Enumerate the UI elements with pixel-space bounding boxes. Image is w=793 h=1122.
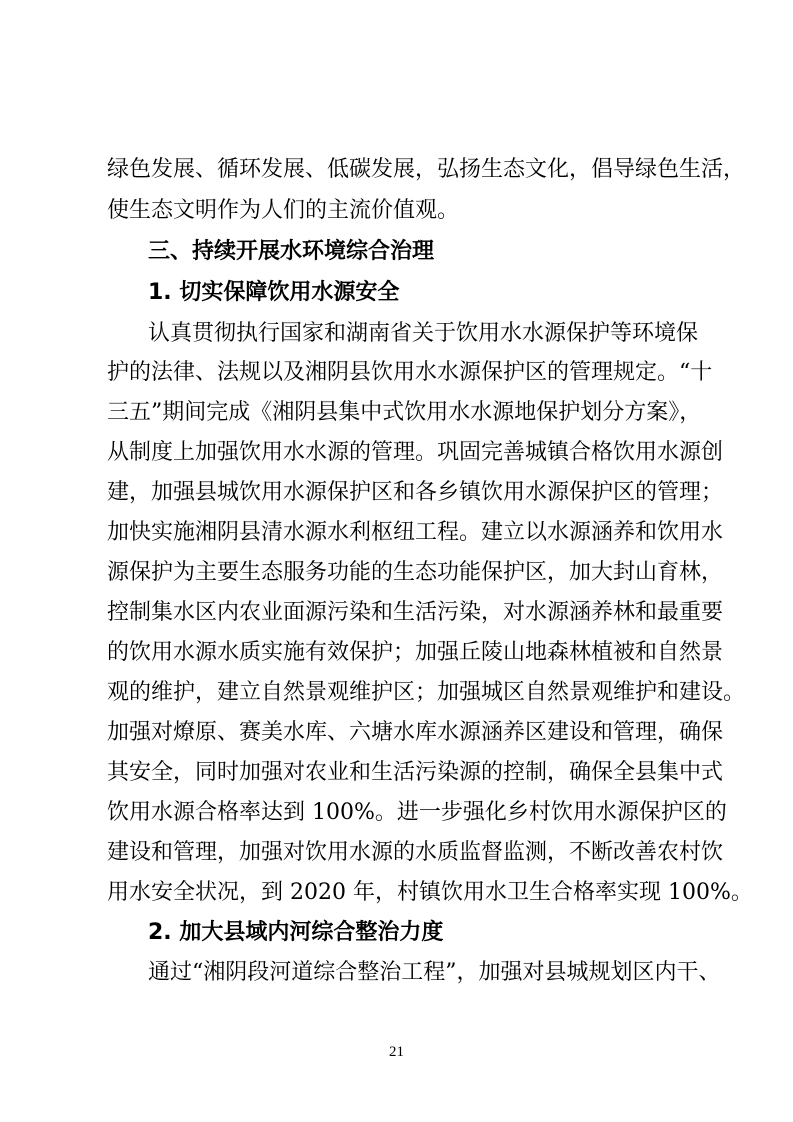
paragraph-line: 使生态文明作为人们的主流价值观。 — [107, 198, 460, 223]
paragraph-line: 通过“湘阴段河道综合整治工程”，加强对县城规划区内干、 — [148, 960, 721, 985]
paragraph-line: 用水安全状况，到 2020 年，村镇饮用水卫生合格率实现 100%。 — [107, 880, 753, 905]
paragraph-line: 从制度上加强饮用水水源的管理。巩固完善城镇合格饮用水源创 — [107, 440, 724, 465]
paragraph-line: 加快实施湘阴县清水源水利枢纽工程。建立以水源涵养和饮用水 — [107, 520, 724, 545]
paragraph-line: 建设和管理，加强对饮用水源的水质监督监测，不断改善农村饮 — [107, 840, 724, 865]
paragraph-line: 观的维护，建立自然景观维护区；加强城区自然景观维护和建设。 — [107, 680, 746, 705]
paragraph-line: 建，加强县城饮用水源保护区和各乡镇饮用水源保护区的管理； — [107, 480, 724, 505]
paragraph-line: 其安全，同时加强对农业和生活污染源的控制，确保全县集中式 — [107, 760, 724, 785]
page-number: 21 — [389, 1044, 404, 1060]
subsection-heading: 2. 加大县域内河综合整治力度 — [148, 920, 444, 945]
paragraph-line: 控制集水区内农业面源污染和生活污染，对水源涵养林和最重要 — [107, 600, 724, 625]
paragraph-line: 饮用水源合格率达到 100%。进一步强化乡村饮用水源保护区的 — [107, 800, 727, 825]
paragraph-line: 绿色发展、循环发展、低碳发展，弘扬生态文化，倡导绿色生活， — [107, 157, 746, 182]
paragraph-line: 认真贯彻执行国家和湖南省关于饮用水水源保护等环境保 — [148, 321, 699, 346]
paragraph-line: 源保护为主要生态服务功能的生态功能保护区，加大封山育林， — [107, 560, 724, 585]
paragraph-line: 的饮用水源水质实施有效保护；加强丘陵山地森林植被和自然景 — [107, 640, 724, 665]
section-heading: 三、持续开展水环境综合治理 — [148, 239, 435, 264]
paragraph-line: 加强对燎原、赛美水库、六塘水库水源涵养区建设和管理，确保 — [107, 720, 724, 745]
subsection-heading: 1. 切实保障饮用水源安全 — [148, 280, 400, 305]
paragraph-line: 护的法律、法规以及湘阴县饮用水水源保护区的管理规定。“十 — [107, 360, 713, 385]
paragraph-line: 三五”期间完成《湘阴县集中式饮用水水源地保护划分方案》， — [107, 400, 702, 425]
